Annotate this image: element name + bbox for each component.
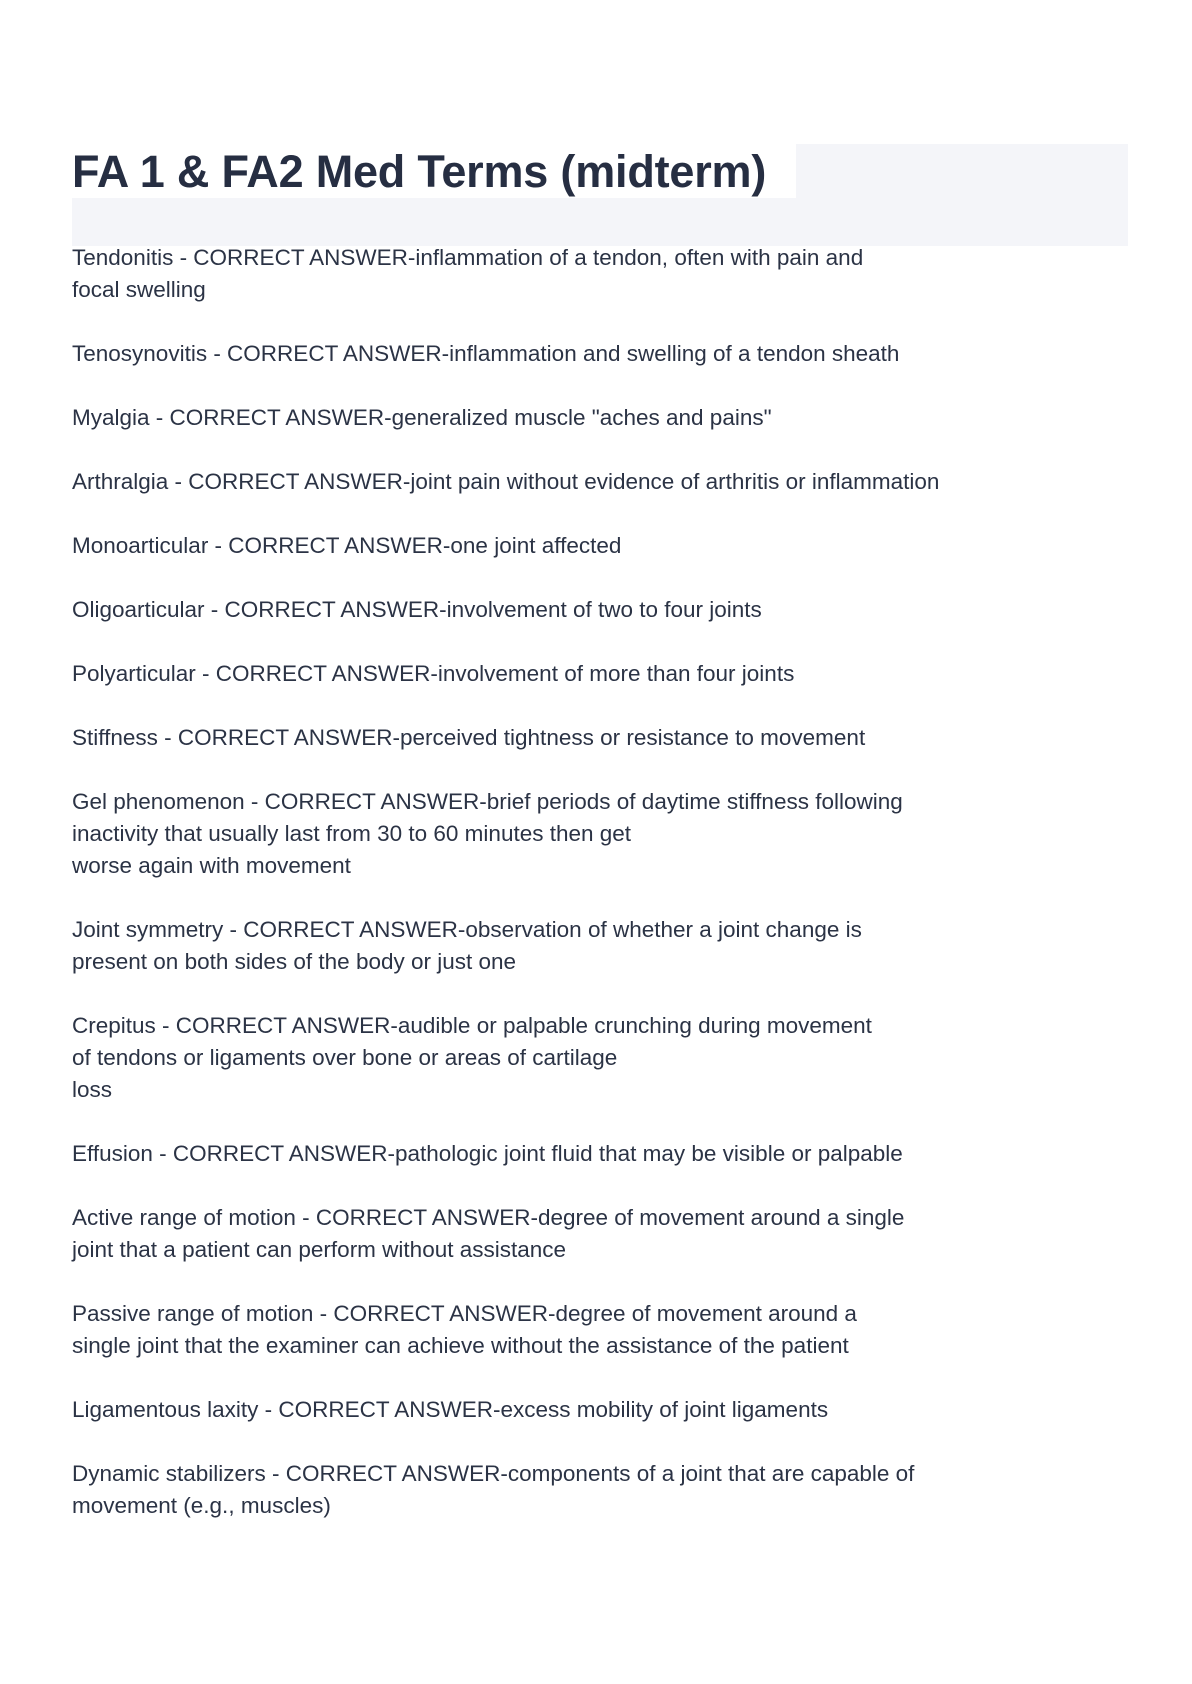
term-entry-line: worse again with movement [72, 853, 351, 878]
term-entry [72, 786, 1072, 882]
term-entry [72, 658, 1072, 690]
term-entry-line: inactivity that usually last from 30 to 60 minutes then get [72, 821, 632, 846]
page-title: FA 1 & FA2 Med Terms (midterm) [72, 146, 767, 197]
term-entry-line: Passive range of motion - CORRECT ANSWER-degree of movement around a [72, 1301, 857, 1326]
term-entry-line: Joint symmetry - CORRECT ANSWER-observation of whether a joint change is [72, 917, 862, 942]
term-entry [72, 1394, 1072, 1426]
term-entry [72, 466, 1072, 498]
term-entry-line: Effusion - CORRECT ANSWER-pathologic joint fluid that may be visible or palpable [72, 1141, 903, 1166]
term-entry [72, 594, 1072, 626]
term-entry-line: Gel phenomenon - CORRECT ANSWER-brief periods of daytime stiffness following [72, 789, 903, 814]
term-entry [72, 1138, 1072, 1170]
term-entry [72, 1010, 1072, 1106]
term-entry-line: Active range of motion - CORRECT ANSWER-degree of movement around a single [72, 1205, 905, 1230]
term-entry-line: of tendons or ligaments over bone or areas of cartilage [72, 1045, 618, 1070]
term-entry [72, 242, 1072, 306]
term-list [72, 242, 1072, 1554]
term-entry-line: movement (e.g., muscles) [72, 1493, 331, 1518]
term-entry [72, 402, 1072, 434]
term-entry-line: Stiffness - CORRECT ANSWER-perceived tightness or resistance to movement [72, 725, 866, 750]
term-entry-line: Dynamic stabilizers - CORRECT ANSWER-components of a joint that are capable of [72, 1461, 915, 1486]
term-entry [72, 530, 1072, 562]
term-entry [72, 1202, 1072, 1266]
term-entry-line: loss [72, 1077, 113, 1102]
term-entry [72, 722, 1072, 754]
term-entry-line: Tendonitis - CORRECT ANSWER-inflammation of a tendon, often with pain and [72, 245, 864, 270]
term-entry-line: Oligoarticular - CORRECT ANSWER-involvement of two to four joints [72, 597, 762, 622]
term-entry-line: Monoarticular - CORRECT ANSWER-one joint affected [72, 533, 622, 558]
term-entry-line: Ligamentous laxity - CORRECT ANSWER-excess mobility of joint ligaments [72, 1397, 829, 1422]
term-entry-line: Tenosynovitis - CORRECT ANSWER-inflammation and swelling of a tendon sheath [72, 341, 900, 366]
term-entry-line: present on both sides of the body or just one [72, 949, 517, 974]
term-entry [72, 914, 1072, 978]
term-entry-line: joint that a patient can perform without assistance [72, 1237, 567, 1262]
term-entry-line: single joint that the examiner can achieve without the assistance of the patient [72, 1333, 849, 1358]
term-entry [72, 338, 1072, 370]
term-entry-line: Crepitus - CORRECT ANSWER-audible or palpable crunching during movement [72, 1013, 872, 1038]
term-entry [72, 1458, 1072, 1522]
term-entry-line: Arthralgia - CORRECT ANSWER-joint pain without evidence of arthritis or inflammation [72, 469, 940, 494]
term-entry-line: Myalgia - CORRECT ANSWER-generalized muscle "aches and pains" [72, 405, 772, 430]
term-entry-line: Polyarticular - CORRECT ANSWER-involvement of more than four joints [72, 661, 795, 686]
term-entry-line: focal swelling [72, 277, 206, 302]
term-entry [72, 1298, 1072, 1362]
